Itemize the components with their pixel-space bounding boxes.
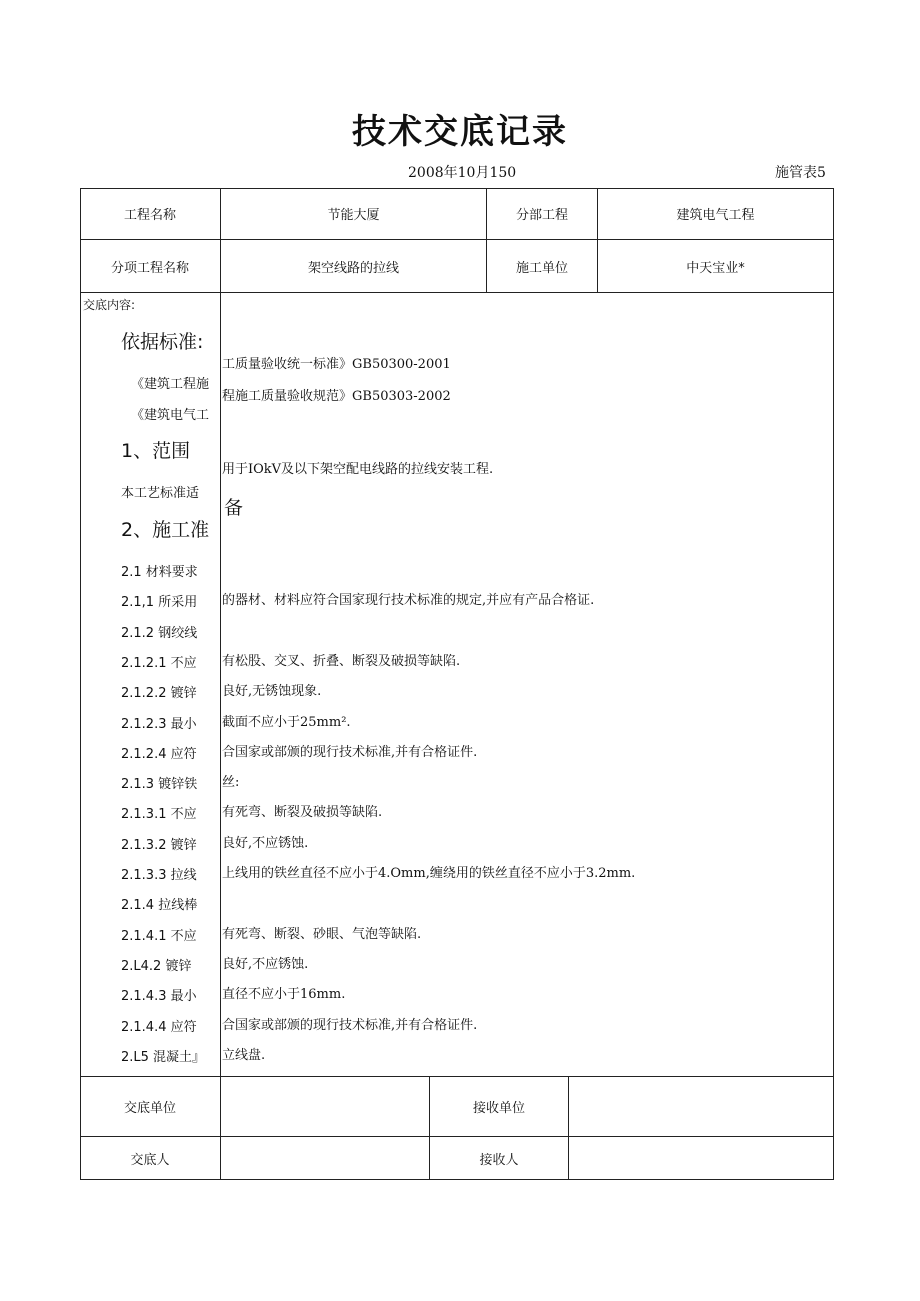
prep-heading-left: 2、施工准: [121, 519, 210, 541]
content-line-label: 2.L5 混凝土』: [121, 1049, 206, 1065]
receiver-value[interactable]: [569, 1137, 833, 1179]
content-line-text: 丝:: [222, 775, 240, 791]
table-border-left: [80, 188, 81, 1180]
table-row-divider: [80, 292, 834, 293]
content-line-label: 2.1.2.2 镀锌: [121, 686, 197, 702]
content-line-label: 2.1.2.1 不应: [121, 655, 197, 671]
content-line-label: 2.1.3.3 拉线: [121, 868, 197, 883]
scope-right: 用于IOkV及以下架空配电线路的拉线安装工程.: [222, 462, 494, 477]
project-name-label: 工程名称: [123, 208, 176, 223]
subitem-value: 架空线路的拉线: [307, 260, 399, 276]
content-line-text: 良好,不应锈蚀.: [222, 835, 309, 851]
content-line-text: 截面不应小于25mm².: [222, 714, 351, 730]
table-border-right: [833, 188, 834, 1180]
standard-2-right: 程施工质量验收规范》GB50303-2002: [222, 389, 451, 404]
content-col-divider: [220, 292, 221, 1077]
scope-left: 本工艺标准适: [121, 486, 200, 501]
content-line-label: 2.1.2 钢绞线: [121, 625, 198, 641]
page-title: 技术交底记录: [352, 112, 568, 152]
scope-heading: 1、范围: [121, 440, 191, 462]
content-line-text: 的器材、材料应符合国家现行技术标准的规定,并应有产品合格证.: [222, 593, 595, 609]
content-line-label: 2.1.2.4 应符: [121, 746, 197, 762]
division-value: 建筑电气工程: [676, 208, 755, 223]
issuer-label: 交底人: [130, 1152, 170, 1168]
content-line-label: 2.1.4.1 不应: [121, 928, 197, 944]
content-line-text: 良好,不应锈蚀.: [222, 956, 309, 972]
issuer-unit-label: 交底单位: [123, 1101, 176, 1116]
standard-1-right: 工质量验收统一标准》GB50300-2001: [222, 357, 451, 372]
form-number: 施管表5: [775, 165, 826, 181]
project-name-value: 节能大厦: [327, 208, 380, 223]
content-line-label: 2.1.3 镀锌铁: [121, 777, 198, 793]
subitem-label: 分项工程名称: [110, 260, 189, 276]
content-line-text: 合国家或部颁的现行技术标准,并有合格证件.: [222, 744, 478, 760]
content-line-label: 2.1.4.4 应符: [121, 1019, 197, 1035]
basis-heading: 依据标准:: [121, 331, 204, 353]
division-label: 分部工程: [515, 208, 568, 223]
table-border-bottom: [80, 1179, 834, 1180]
prep-heading-right: 备: [224, 497, 244, 519]
standard-2-left: 《建筑电气工: [131, 408, 210, 423]
issuer-unit-value[interactable]: [221, 1077, 429, 1136]
content-line-label: 2.1.3.1 不应: [121, 807, 197, 823]
content-line-label: 2.1.4.3 最小: [121, 989, 197, 1005]
content-line-text: 上线用的铁丝直径不应小于4.Omm,缠绕用的铁丝直径不应小于3.2mm.: [222, 866, 636, 881]
receiver-unit-label: 接收单位: [472, 1101, 525, 1116]
receiver-unit-value[interactable]: [569, 1077, 833, 1136]
record-date: 2008年10月150: [408, 165, 517, 181]
receiver-label: 接收人: [479, 1152, 519, 1168]
content-line-label: 2.1 材料要求: [121, 565, 198, 580]
content-line-label: 2.1.3.2 镀锌: [121, 837, 197, 853]
content-line-text: 立线盘.: [222, 1047, 266, 1063]
content-line-text: 有死弯、断裂、砂眼、气泡等缺陷.: [222, 926, 422, 942]
content-line-label: 2.1.2.3 最小: [121, 716, 197, 732]
content-line-text: 有松股、交叉、折叠、断裂及破损等缺陷.: [222, 653, 461, 669]
content-line-text: 良好,无锈蚀现象.: [222, 684, 322, 700]
content-label: 交底内容:: [83, 298, 136, 312]
content-line-text: 有死弯、断裂及破损等缺陷.: [222, 805, 383, 821]
content-line-label: 2.L4.2 镀锌: [121, 958, 192, 974]
content-line-text: 直径不应小于16mm.: [222, 987, 346, 1003]
contractor-label: 施工单位: [515, 260, 568, 276]
content-line-label: 2.1,1 所采用: [121, 595, 198, 611]
content-line-label: 2.1.4 拉线棒: [121, 898, 198, 914]
standard-1-left: 《建筑工程施: [131, 377, 210, 392]
content-line-text: 合国家或部颁的现行技术标准,并有合格证件.: [222, 1017, 478, 1033]
contractor-value: 中天宝业*: [686, 260, 745, 276]
issuer-value[interactable]: [221, 1137, 429, 1179]
